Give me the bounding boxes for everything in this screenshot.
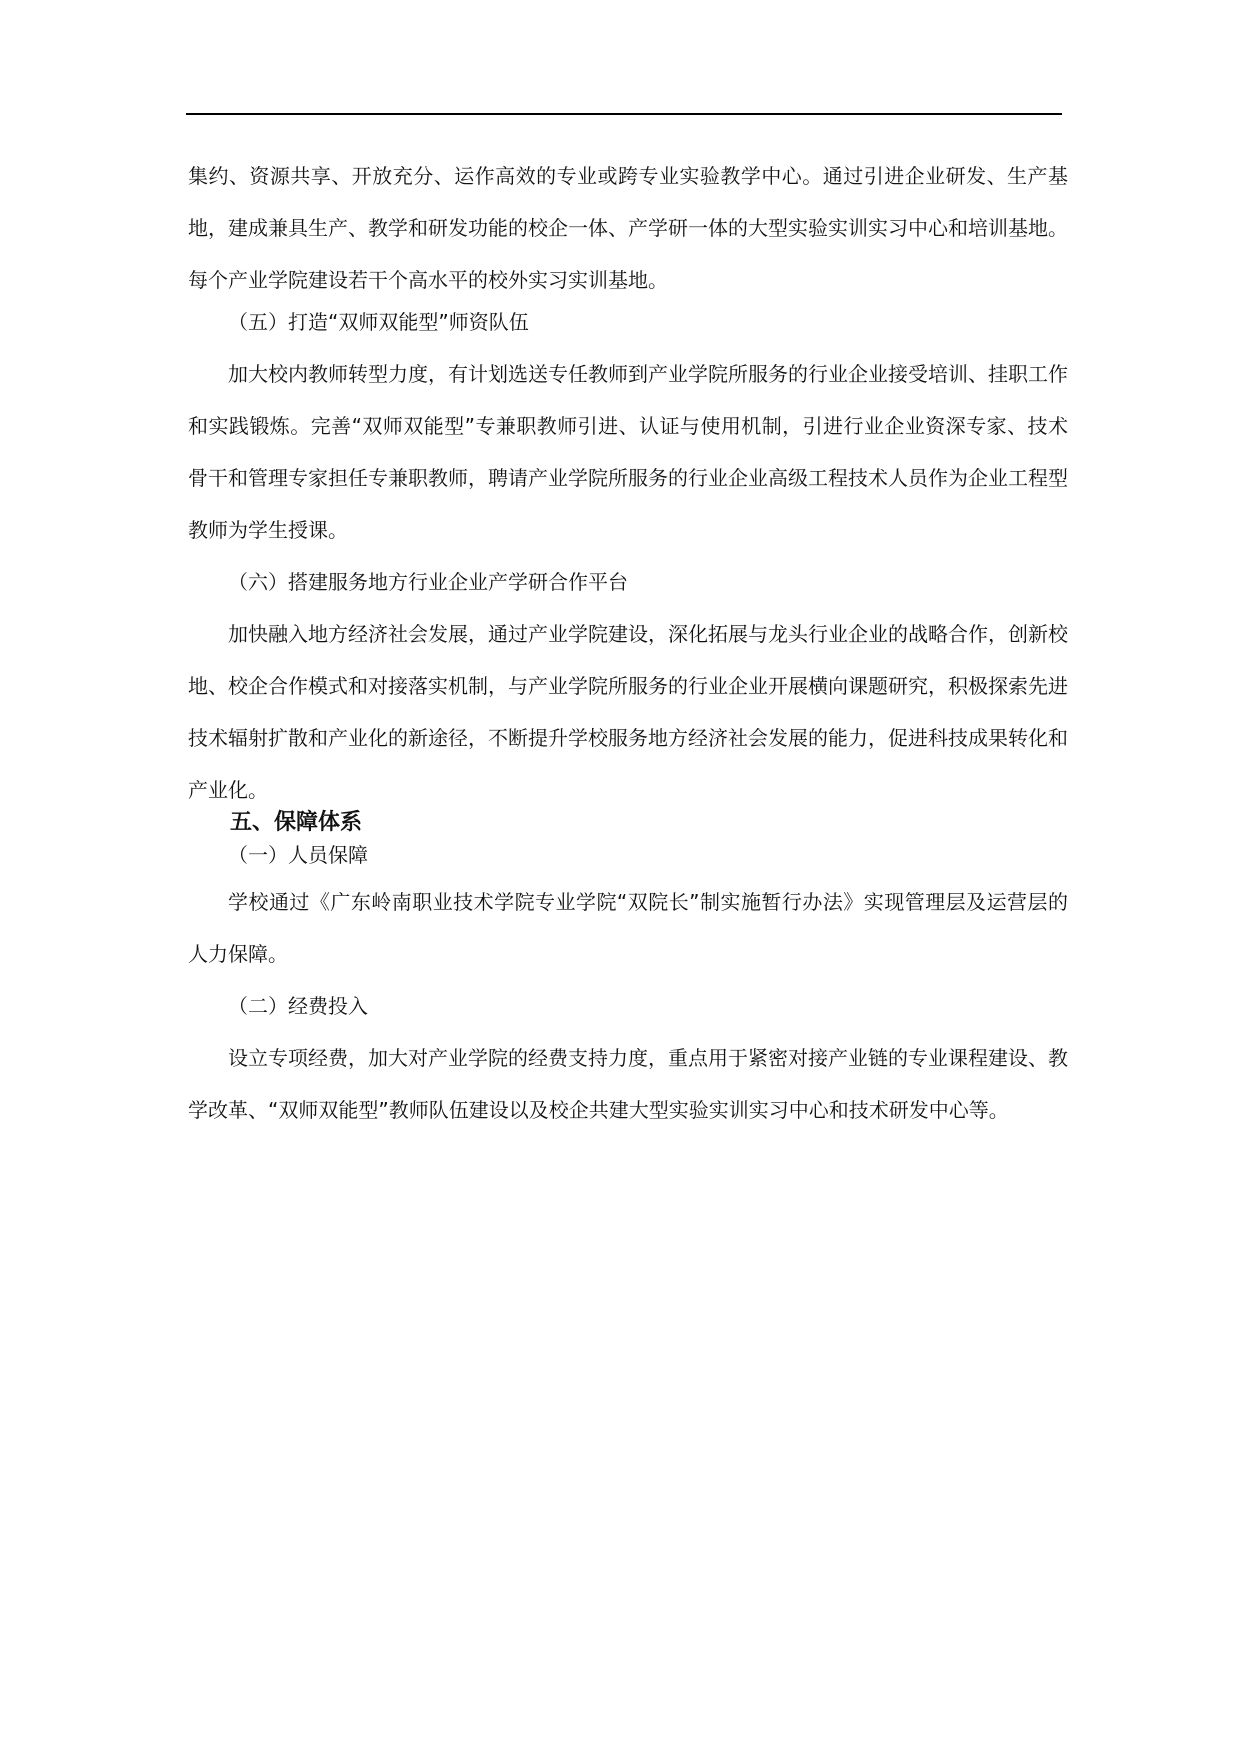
section-title-guarantee-system: 五、保障体系 <box>230 810 363 835</box>
header-rule <box>186 113 1062 115</box>
paragraph-funding-input: 设立专项经费，加大对产业学院的经费支持力度，重点用于紧密对接产业链的专业课程建设、教学改革、“双师双能型”教师队伍建设以及校企共建大型实验实训实习中心和技术研发中心等。 <box>188 1046 1068 1122</box>
subheading-funding-input: （二）经费投入 <box>228 994 368 1018</box>
subheading-dual-teacher-team: （五）打造“双师双能型”师资队伍 <box>228 310 529 334</box>
paragraph-continued-lab-centers: 集约、资源共享、开放充分、运作高效的专业或跨专业实验教学中心。通过引进企业研发、生产基地，建成兼具生产、教学和研发功能的校企一体、产学研一体的大型实验实训实习中心和培训基地。 每个产业学院建设若干个高水平的校外实习实训基地。 <box>188 164 1068 292</box>
paragraph-teacher-transformation: 加大校内教师转型力度，有计划选送专任教师到产业学院所服务的行业企业接受培训、挂职工作和实践锻炼。完善“双师双能型”专兼职教师引进、认证与使用机制，引进行业企业资深专家、技术骨干和管理专家担任专兼职教师，聘请产业学院所服务的行业企业高级工程技术人员作为企业工程型教师为学生授课。 <box>188 362 1068 542</box>
subheading-cooperation-platform: （六）搭建服务地方行业企业产学研合作平台 <box>228 570 628 594</box>
document-body <box>188 150 1068 1136</box>
subheading-personnel-guarantee: （一）人员保障 <box>228 843 368 867</box>
paragraph-personnel-guarantee: 学校通过《广东岭南职业技术学院专业学院“双院长”制实施暂行办法》实现管理层及运营层的人力保障。 <box>188 890 1068 966</box>
paragraph-local-development: 加快融入地方经济社会发展，通过产业学院建设，深化拓展与龙头行业企业的战略合作，创新校地、校企合作模式和对接落实机制，与产业学院所服务的行业企业开展横向课题研究，积极探索先进技术辐射扩散和产业化的新途径，不断提升学校服务地方经济社会发展的能力，促进科技成果转化和产业化。 <box>188 622 1068 802</box>
